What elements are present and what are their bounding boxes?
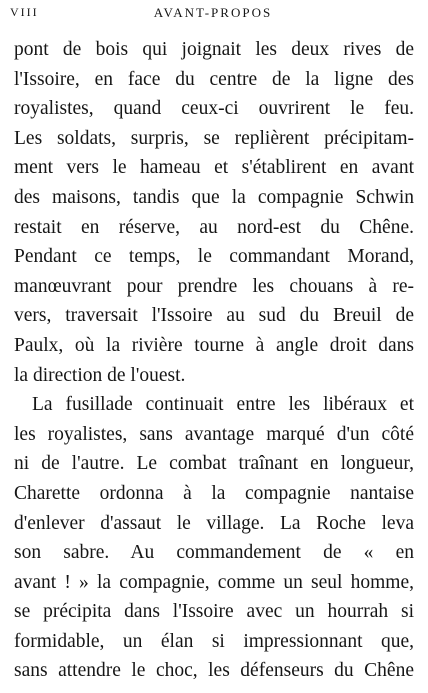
- text-line: pont de bois qui joignait les deux rives de: [14, 39, 414, 60]
- running-header: [10, 3, 416, 25]
- paragraph-2: [14, 390, 414, 686]
- text-line: La fusillade continuait entre les libéraux et: [32, 394, 414, 416]
- text-line: sans attendre le choc, les défenseurs du Chêne: [14, 660, 414, 682]
- text-line: les royalistes, sans avantage marqué d'un côté: [14, 423, 414, 445]
- text-line: l'Issoire, en face du centre de la ligne des: [14, 68, 414, 90]
- text-line: vers, traversait l'Issoire au sud du Breuil de: [14, 305, 414, 327]
- text-line: son sabre. Au commandement de « en: [14, 542, 414, 564]
- paragraph-1: [14, 35, 414, 390]
- body-text: [14, 35, 414, 686]
- text-line: ment vers le hameau et s'établirent en avant: [14, 157, 414, 179]
- text-line: restait en réserve, au nord-est du Chêne.: [14, 216, 414, 238]
- text-line: Les soldats, surpris, se replièrent précipitam-: [14, 127, 414, 149]
- text-line: d'enlever d'assaut le village. La Roche leva: [14, 512, 414, 534]
- text-line: ni de l'autre. Le combat traînant en longueur,: [14, 453, 414, 475]
- text-line: Paulx, où la rivière tourne à angle droit dans: [14, 334, 414, 356]
- text-line: avant ! » la compagnie, comme un seul homme,: [14, 571, 414, 593]
- text-line: royalistes, quand ceux-ci ouvrirent le feu.: [14, 98, 414, 120]
- text-line: des maisons, tandis que la compagnie Schwin: [14, 186, 414, 208]
- text-line: Pendant ce temps, le commandant Morand,: [14, 246, 414, 268]
- text-line: Charette ordonna à la compagnie nantaise: [14, 482, 414, 504]
- text-line: manœuvrant pour prendre les chouans à re-: [14, 275, 414, 297]
- page-number: VIII: [10, 5, 39, 19]
- running-title: AVANT-PROPOS: [153, 5, 273, 20]
- text-line: la direction de l'ouest.: [14, 364, 186, 386]
- text-line: se précipita dans l'Issoire avec un hourrah si: [14, 601, 414, 623]
- text-line: formidable, un élan si impressionnant que,: [14, 630, 414, 652]
